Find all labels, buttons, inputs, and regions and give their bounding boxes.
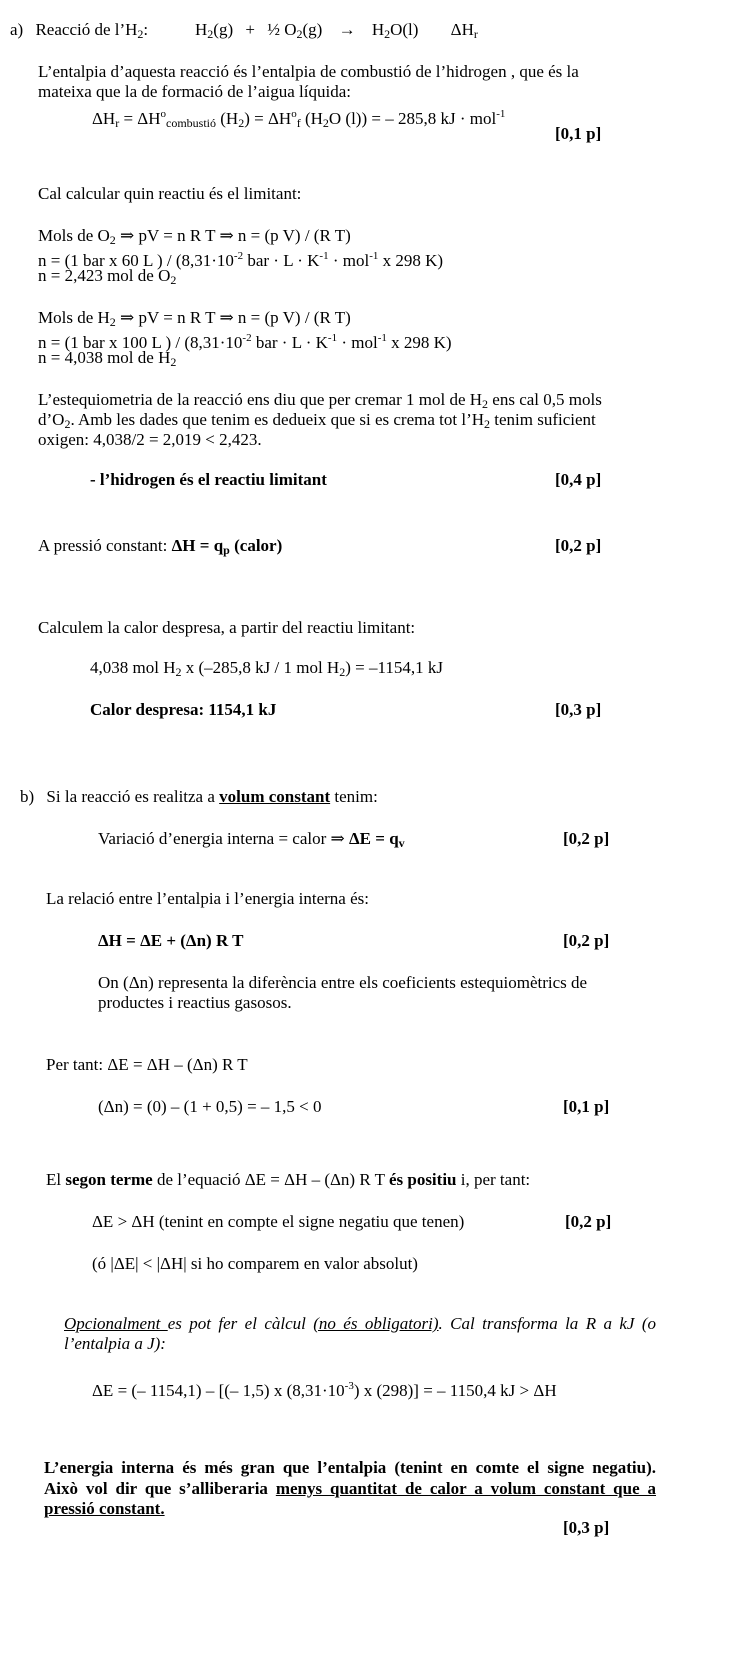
compare-line: ΔE > ΔH (tenint en compte el signe negatiu que tenen) — [92, 1212, 465, 1231]
conclusion-line-3: pressió constant. — [44, 1499, 165, 1518]
heat-result: Calor despresa: 1154,1 kJ — [90, 700, 277, 719]
final-calc: ΔE = (– 1154,1) – [(– 1,5) x $(8,31\cdot 10^{-3})$ x (298)] = – 1150,4 kJ > ΔH — [92, 1380, 557, 1400]
intro-line-2: mateixa que la de formació de l’aigua líquida: — [38, 82, 351, 101]
o2-line-3: n = 2,423 mol de $O_2$ — [38, 266, 177, 287]
part-b-intro: b) Si la reacció es realitza a volum constant tenim: — [20, 787, 378, 806]
heat-intro: Calculem la calor despresa, a partir del reactiu limitant: — [38, 618, 416, 637]
score-a3: [0,2 p] — [555, 536, 602, 555]
part-a-header: a) Reacció de $l’H_2$: — [10, 20, 149, 41]
conclusion-line-1: L’energia interna és més gran que l’entalpia (tenint en comte el signe negatiu). — [44, 1458, 656, 1477]
dn-note-line-1: On (Δn) representa la diferència entre els coeficients estequiomètrics de — [98, 973, 588, 992]
relation-equation: ΔH = ΔE + (Δn) R T — [98, 931, 244, 950]
limitant-intro: Cal calcular quin reactiu és el limitant: — [38, 184, 302, 203]
score-b5: [0,3 p] — [563, 1518, 610, 1537]
h2-line-3: n = 4,038 mol de $H_2$ — [38, 348, 177, 369]
relation-intro: La relació entre l’entalpia i l’energia interna és: — [46, 889, 369, 908]
conclusion-line-2: Això vol dir que s’alliberaria menys quantitat de calor a volum constant que a — [44, 1479, 657, 1498]
optional-line-1: Opcionalment es pot fer el càlcul (no és obligatori). Cal transforma la R a kJ (o — [64, 1314, 657, 1333]
dn-calc: (Δn) = (0) – (1 + 0,5) = – 1,5 < 0 — [98, 1097, 322, 1116]
limitant-result: - l’hidrogen és el reactiu limitant — [90, 470, 327, 489]
reaction-equation: $H_2(g)$ + ½ $O_2(g) \to H_2O(l)$ $\Delta H_r$ — [195, 20, 478, 41]
part-b-label: b) — [20, 787, 35, 806]
score-b1: [0,2 p] — [563, 829, 610, 848]
part-a-label: a) — [10, 20, 24, 39]
o2-line-2: n = (1 bar x 60 L ) / ($8,31\cdot 10^{-2}$ bar · $L \cdot K^{-1} \cdot mol^{-1}$ x 298 K) — [38, 250, 444, 270]
score-a1: [0,1 p] — [555, 124, 602, 143]
h2-line-1: Mols de $H_2$ ⇒ pV = n R T ⇒ n = (p V) / (R T) — [38, 308, 351, 329]
enthalpy-equation: $\Delta H_r = \Delta H^o_{combustió}$ $(H_2) = \Delta H^o_f$ ($H_2O$ (l)) = – 285,8 kJ · mol$^{-1}$ — [92, 108, 506, 130]
score-a4: [0,3 p] — [555, 700, 602, 719]
score-a2: [0,4 p] — [555, 470, 602, 489]
pressure-line: A pressió constant: $\Delta H = q_p$ (calor) — [38, 536, 283, 557]
score-b3: [0,1 p] — [563, 1097, 610, 1116]
stoich-line-2: $d’O_2$. Amb les dades que tenim es dedueix que si es crema tot $l’H_2$ tenim suficient — [38, 410, 596, 431]
dn-note-line-2: productes i reactius gasosos. — [98, 993, 292, 1012]
intro-line-1: L’entalpia d’aquesta reacció és l’entalpia de combustió de l’hidrogen , que és la — [38, 62, 579, 81]
therefore-line: Per tant: ΔE = ΔH – (Δn) R T — [46, 1055, 248, 1074]
stoich-line-1: L’estequiometria de la reacció ens diu que per cremar 1 mol de $H_2$ ens cal 0,5 mols — [38, 390, 602, 411]
second-term-line: El segon terme de l’equació ΔE = ΔH – (Δn) R T és positiu i, per tant: — [46, 1170, 531, 1189]
abs-compare-line: (ó |ΔE| < |ΔH| si ho comparem en valor absolut) — [92, 1254, 418, 1273]
h2-line-2: n = (1 bar x 100 L ) / ($8,31\cdot 10^{-2}$ bar · $L \cdot K^{-1} \cdot mol^{-1}$ x 298 K) — [38, 332, 452, 352]
score-b2: [0,2 p] — [563, 931, 610, 950]
stoich-line-3: oxigen: 4,038/2 = 2,019 < 2,423. — [38, 430, 262, 449]
heat-calc: 4,038 mol $H_2$ x (–285,8 kJ / 1 mol $H_2) = -1154,1$ kJ — [90, 658, 443, 679]
score-b4: [0,2 p] — [565, 1212, 612, 1231]
internal-energy-line: Variació d’energia interna = calor ⇒ $\Delta E = q_v$ — [98, 829, 405, 850]
optional-line-2: l’entalpia a J): — [64, 1334, 166, 1353]
o2-line-1: Mols de $O_2$ ⇒ pV = n R T ⇒ n = (p V) / (R T) — [38, 226, 351, 247]
